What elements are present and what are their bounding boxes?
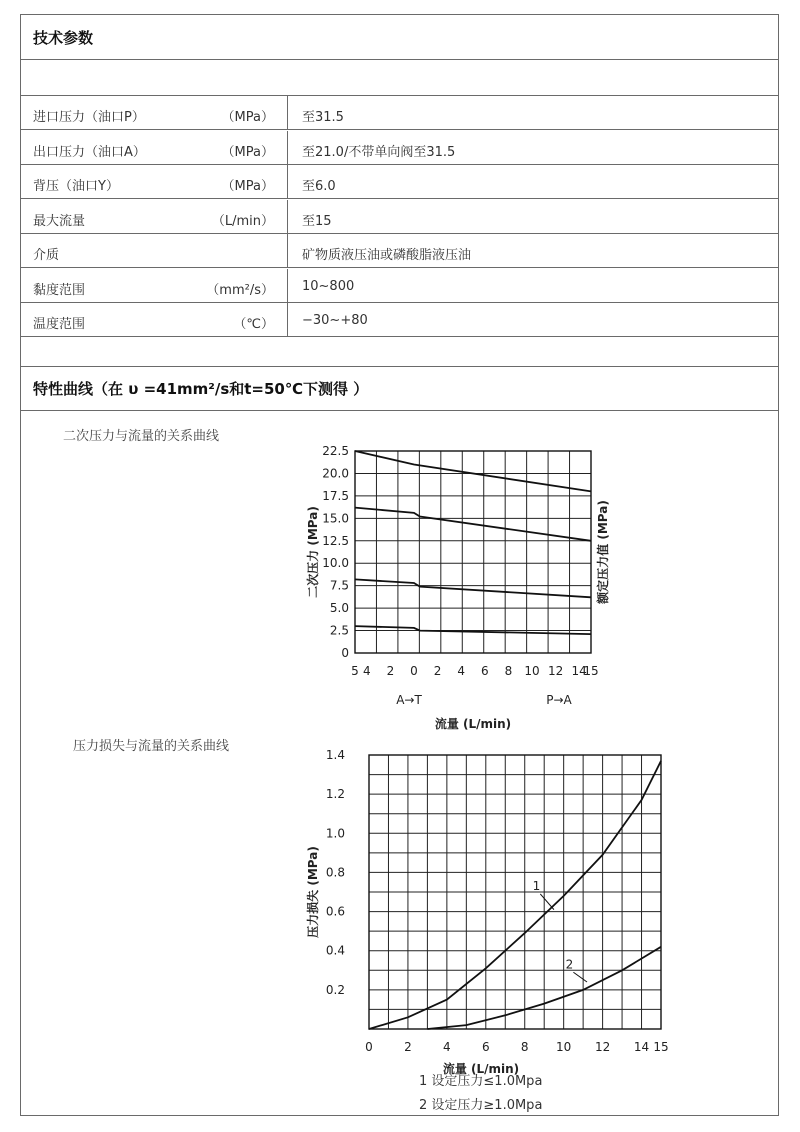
x-tick-label: 15 (653, 1040, 669, 1054)
param-row (21, 303, 778, 337)
series-label-leader (573, 972, 587, 982)
y-tick-label: 12.5 (322, 533, 349, 548)
y-tick-label: 5.0 (329, 601, 349, 616)
param-name: 进口压力（油口P） (33, 110, 145, 125)
x-tick-label: 4 (443, 1040, 451, 1054)
x-tick-label: 6 (480, 664, 489, 678)
curves-title: 特性曲线（在 υ =41mm²/s和t=50℃下测得 ） (33, 380, 369, 398)
param-unit: （mm²/s） (206, 282, 274, 298)
param-value: 至15 (302, 213, 332, 229)
chart1-svg (281, 425, 621, 731)
spacer-row (21, 60, 778, 96)
x-tick-label: 2 (404, 1040, 412, 1054)
series-line (355, 451, 591, 491)
y-tick-label: 0.6 (325, 904, 345, 919)
x-axis-label: 流量 (L/min) (442, 1062, 520, 1076)
column-divider (287, 131, 288, 164)
y-tick-label: 20.0 (322, 466, 349, 481)
x-tick-label: 12 (594, 1040, 611, 1054)
x-tick-label: 0 (410, 664, 418, 678)
tech-params-header (21, 15, 778, 60)
x-tick-label: 15 (583, 664, 599, 678)
x-tick-label: 10 (556, 1040, 572, 1054)
series-line (355, 579, 591, 597)
param-name: 出口压力（油口A） (33, 144, 146, 160)
y-tick-label: 1.4 (325, 748, 345, 762)
param-row (21, 234, 778, 268)
column-divider (287, 165, 288, 198)
chart2-legend-1: 1 设定压力≤1.0Mpa (419, 1074, 543, 1089)
param-unit: （MPa） (221, 144, 274, 160)
param-row (21, 200, 778, 234)
y-tick-label: 0.2 (325, 982, 345, 997)
series-label-leader (540, 894, 554, 910)
y-tick-label: 0.8 (325, 865, 345, 880)
y-tick-label: 15.0 (322, 511, 349, 526)
chart1-title: 二次压力与流量的关系曲线 (63, 429, 220, 444)
x-axis-label: 流量 (L/min) (434, 717, 512, 731)
x-tick-label: 4 (457, 664, 466, 678)
direction-label-a-to-t: A→T (396, 693, 422, 707)
param-name: 黏度范围 (33, 282, 86, 298)
x-tick-label: 8 (520, 1040, 529, 1054)
direction-label-p-to-a: P→A (546, 693, 572, 707)
y-tick-label: 2.5 (329, 623, 349, 638)
param-value: −30~+80 (302, 313, 368, 328)
column-divider (287, 96, 288, 129)
column-divider (287, 269, 288, 302)
param-value: 10~800 (302, 278, 355, 294)
column-divider (287, 303, 288, 336)
y-axis-label-right: 额定压力值 (MPa) (596, 500, 610, 604)
param-name: 介质 (33, 248, 60, 263)
curves-header (21, 367, 778, 411)
column-divider (287, 200, 288, 233)
plot-frame (355, 451, 591, 653)
spacer-row (21, 338, 778, 367)
x-tick-label: 2 (433, 664, 442, 678)
x-tick-label: 12 (547, 664, 564, 678)
chart2-svg (281, 733, 669, 1076)
spec-sheet (20, 14, 779, 1116)
series-label: 1 (532, 879, 541, 894)
x-tick-label: 6 (481, 1040, 490, 1054)
param-row (21, 131, 778, 165)
y-axis-label: 压力损失 (MPa) (306, 846, 320, 938)
y-tick-label: 1.2 (325, 787, 345, 802)
y-tick-label: 22.5 (322, 444, 349, 458)
x-tick-label: 5 (351, 664, 359, 678)
x-tick-label: 14 (571, 664, 587, 678)
y-axis-label: 二次压力 (MPa) (306, 506, 320, 598)
chart2-legend-2: 2 设定压力≥1.0Mpa (419, 1098, 543, 1113)
param-unit: （MPa） (221, 110, 274, 125)
x-tick-label: 0 (365, 1040, 373, 1054)
series-line (355, 508, 591, 541)
param-value: 至21.0/不带单向阀至31.5 (302, 144, 456, 160)
param-value: 至6.0 (302, 179, 336, 194)
tech-params-title: 技术参数 (33, 29, 94, 47)
x-tick-label: 14 (633, 1040, 650, 1054)
param-row (21, 269, 778, 303)
series-line (369, 761, 661, 1029)
param-name: 最大流量 (33, 213, 86, 229)
x-tick-label: 2 (386, 664, 395, 678)
param-name: 温度范围 (33, 317, 86, 332)
param-unit: （L/min） (211, 213, 274, 229)
param-unit: （MPa） (221, 179, 274, 194)
chart2-title: 压力损失与流量的关系曲线 (73, 739, 230, 754)
x-tick-label: 4 (362, 664, 371, 678)
param-name: 背压（油口Y） (33, 179, 119, 194)
y-tick-label: 1.0 (325, 826, 345, 841)
y-tick-label: 17.5 (322, 488, 349, 503)
column-divider (287, 234, 288, 267)
y-tick-label: 0.4 (325, 943, 345, 958)
series-label: 2 (565, 957, 574, 972)
param-row (21, 96, 778, 130)
param-value: 至31.5 (302, 110, 344, 125)
param-row (21, 165, 778, 199)
param-value: 矿物质液压油或磷酸脂液压油 (302, 248, 472, 263)
param-unit: （℃） (233, 317, 274, 332)
x-tick-label: 10 (524, 664, 540, 678)
y-tick-label: 7.5 (329, 578, 349, 593)
y-tick-label: 10.0 (322, 556, 349, 571)
x-tick-label: 8 (504, 664, 513, 678)
y-tick-label: 0 (341, 646, 349, 660)
